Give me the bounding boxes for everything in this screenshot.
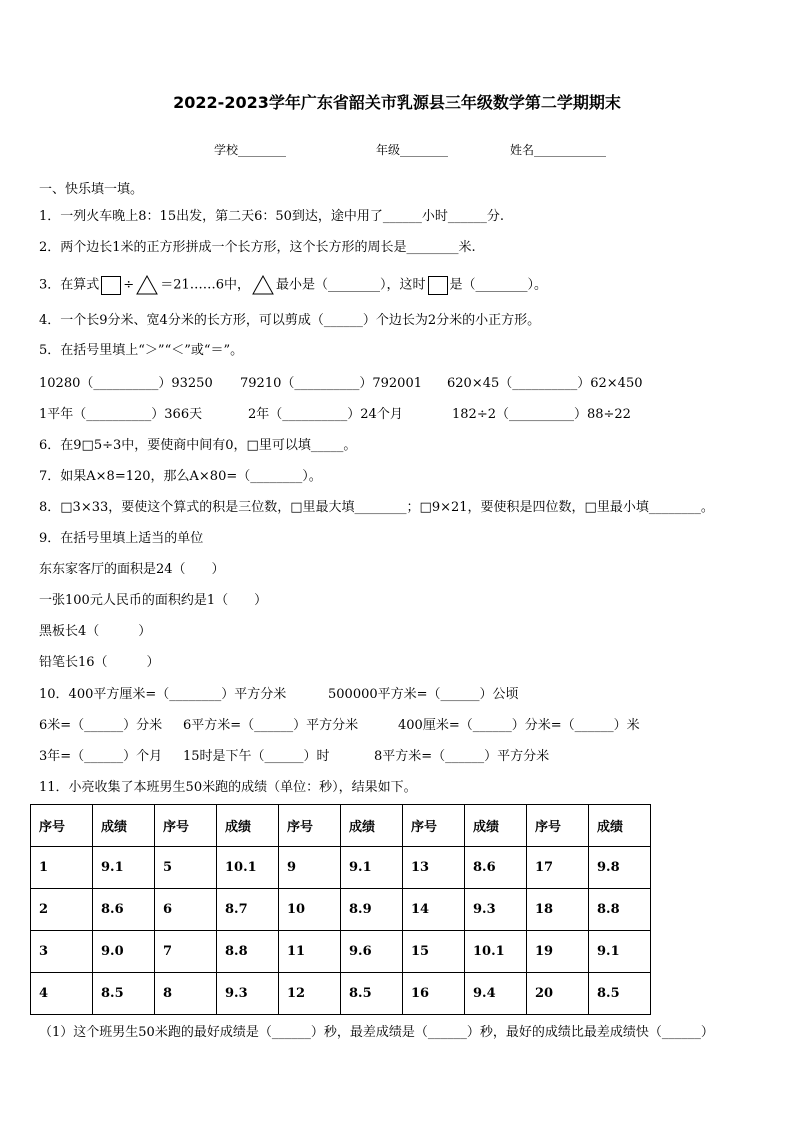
grade-field: 年级________	[376, 143, 449, 157]
table-cell: 8.5	[341, 973, 403, 1015]
table-cell: 15	[403, 931, 465, 973]
unit-item: 黑板长4（ ）	[39, 624, 152, 639]
triangle-icon	[136, 275, 158, 295]
table-cell: 8.7	[217, 889, 279, 931]
table-cell: 9.4	[465, 973, 527, 1015]
compare-item: 620×45（__________）62×450	[447, 376, 643, 391]
compare-item: 2年（__________）24个月	[248, 407, 403, 422]
triangle-icon	[252, 275, 274, 295]
table-cell: 10	[279, 889, 341, 931]
compare-item: 79210（__________）792001	[240, 376, 422, 391]
header-cell: 成绩	[93, 805, 155, 847]
table-cell: 18	[527, 889, 589, 931]
header-cell: 成绩	[217, 805, 279, 847]
conversion-item: 6平方米=（______）平方分米	[183, 718, 359, 733]
table-cell: 20	[527, 973, 589, 1015]
square-box-icon	[101, 276, 121, 295]
header-cell: 成绩	[589, 805, 651, 847]
table-cell: 11	[279, 931, 341, 973]
table-cell: 9.3	[217, 973, 279, 1015]
table-cell: 9.1	[93, 847, 155, 889]
table-row	[31, 889, 651, 931]
question-11: 11．小亮收集了本班男生50米跑的成绩（单位：秒），结果如下。	[39, 780, 417, 795]
table-header-row	[31, 805, 651, 847]
header-cell: 序号	[527, 805, 589, 847]
table-cell: 10.1	[217, 847, 279, 889]
table-cell: 16	[403, 973, 465, 1015]
table-cell: 9.8	[589, 847, 651, 889]
question-1: 1．一列火车晚上8：15出发，第二天6：50到达，途中用了______小时______分.	[39, 209, 505, 224]
table-cell: 5	[155, 847, 217, 889]
table-cell: 1	[31, 847, 93, 889]
table-cell: 19	[527, 931, 589, 973]
question-3-text-b: ÷	[123, 277, 135, 293]
question-8: 8．□3×33，要使这个算式的积是三位数，□里最大填________；□9×21，要使积是四位数，□里最小填________。	[39, 500, 714, 515]
table-cell: 9.3	[465, 889, 527, 931]
score-table	[30, 804, 651, 1015]
table-cell: 14	[403, 889, 465, 931]
header-cell: 成绩	[341, 805, 403, 847]
table-cell: 8.8	[589, 889, 651, 931]
name-field: 姓名____________	[510, 143, 607, 157]
question-3	[39, 275, 547, 295]
question-3-text-c: ＝21……6中，	[160, 277, 251, 293]
unit-item: 铅笔长16（ ）	[39, 655, 160, 670]
table-row	[31, 931, 651, 973]
table-cell: 8.8	[217, 931, 279, 973]
header-cell: 序号	[155, 805, 217, 847]
question-3-text-e: 是（________）。	[449, 277, 548, 293]
conversion-item: 10．400平方厘米=（________）平方分米	[39, 687, 287, 702]
table-cell: 13	[403, 847, 465, 889]
question-6: 6．在9□5÷3中，要使商中间有0，□里可以填_____。	[39, 438, 357, 453]
table-cell: 8.5	[589, 973, 651, 1015]
header-cell: 序号	[279, 805, 341, 847]
table-cell: 10.1	[465, 931, 527, 973]
table-cell: 8.6	[93, 889, 155, 931]
question-7: 7．如果A×8=120，那么A×80=（________）。	[39, 469, 322, 484]
table-cell: 9.1	[341, 847, 403, 889]
conversion-item: 3年=（______）个月	[39, 749, 163, 764]
table-cell: 8	[155, 973, 217, 1015]
table-cell: 3	[31, 931, 93, 973]
question-4: 4．一个长9分米、宽4分米的长方形，可以剪成（______）个边长为2分米的小正方形。	[39, 313, 541, 328]
unit-item: 一张100元人民币的面积约是1（ ）	[39, 593, 268, 608]
square-box-icon	[428, 276, 448, 295]
table-cell: 12	[279, 973, 341, 1015]
table-cell: 17	[527, 847, 589, 889]
table-cell: 9	[279, 847, 341, 889]
table-cell: 7	[155, 931, 217, 973]
question-5: 5．在括号里填上“＞”“＜”或“＝”。	[39, 343, 244, 358]
question-3-text-d: 最小是（________），这时	[276, 277, 426, 293]
table-cell: 9.1	[589, 931, 651, 973]
table-row	[31, 847, 651, 889]
conversion-item: 400厘米=（______）分米=（______）米	[398, 718, 640, 733]
compare-item: 182÷2（__________）88÷22	[452, 407, 631, 422]
table-row	[31, 973, 651, 1015]
table-cell: 8.5	[93, 973, 155, 1015]
compare-item: 10280（__________）93250	[39, 376, 213, 391]
conversion-item: 6米=（______）分米	[39, 718, 163, 733]
table-cell: 9.6	[341, 931, 403, 973]
table-cell: 9.0	[93, 931, 155, 973]
header-cell: 序号	[31, 805, 93, 847]
question-3-text-a: 3．在算式	[39, 277, 100, 293]
conversion-item: 8平方米=（______）平方分米	[374, 749, 550, 764]
header-cell: 序号	[403, 805, 465, 847]
table-cell: 6	[155, 889, 217, 931]
section-heading: 一、快乐填一填。	[39, 182, 144, 197]
table-cell: 8.6	[465, 847, 527, 889]
header-cell: 成绩	[465, 805, 527, 847]
table-cell: 8.9	[341, 889, 403, 931]
page-title: 2022-2023学年广东省韶关市乳源县三年级数学第二学期期末	[173, 93, 621, 112]
conversion-item: 15时是下午（______）时	[183, 749, 330, 764]
conversion-item: 500000平方米=（______）公顷	[328, 687, 519, 702]
table-cell: 4	[31, 973, 93, 1015]
unit-item: 东东家客厅的面积是24（ ）	[39, 562, 225, 577]
compare-item: 1平年（__________）366天	[39, 407, 203, 422]
question-9: 9．在括号里填上适当的单位	[39, 531, 204, 546]
school-field: 学校________	[214, 143, 287, 157]
question-11-1: （1）这个班男生50米跑的最好成绩是（______）秒，最差成绩是（______）秒，最好的成绩比最差成绩快（______）	[39, 1025, 714, 1040]
question-2: 2．两个边长1米的正方形拼成一个长方形，这个长方形的周长是________米.	[39, 240, 476, 255]
table-cell: 2	[31, 889, 93, 931]
